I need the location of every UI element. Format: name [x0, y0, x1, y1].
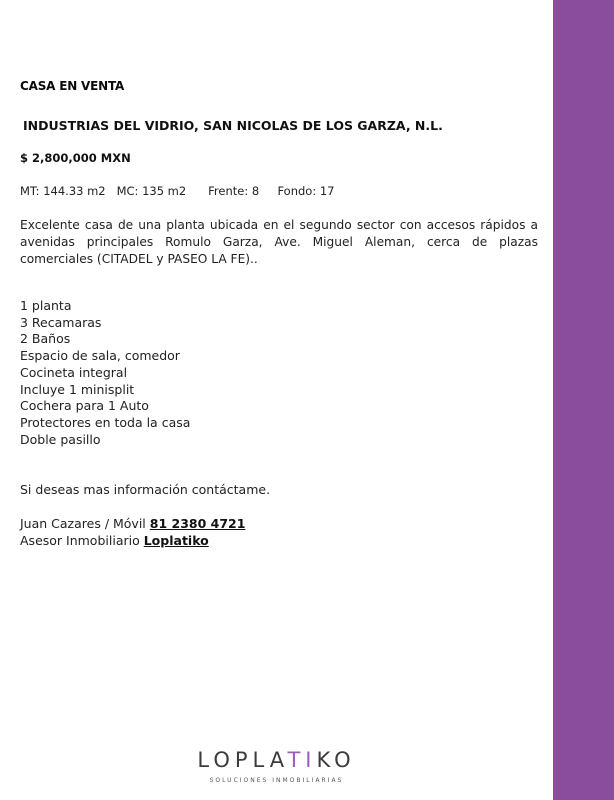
listing-address: INDUSTRIAS DEL VIDRIO, SAN NICOLAS DE LOS GARZA, N.L.: [23, 118, 443, 133]
feature-item: 2 Baños: [20, 331, 71, 347]
listing-measures: MT: 144.33 m2 MC: 135 m2 Frente: 8 Fondo: 17: [20, 184, 335, 198]
agent-role-label: Asesor Inmobiliario: [20, 533, 144, 548]
listing-price: $ 2,800,000 MXN: [20, 151, 131, 165]
phone-link[interactable]: 81 2380 4721: [149, 516, 246, 531]
feature-item: Cocineta integral: [20, 364, 128, 380]
company-logo: [0, 748, 553, 784]
logo-wordmark: [197, 748, 355, 772]
feature-item: Cochera para 1 Auto: [20, 398, 149, 414]
feature-item: 1 planta: [20, 298, 72, 313]
logo-tagline: SOLUCIONES INMOBILIARIAS: [209, 777, 344, 784]
contact-prompt: Si deseas mas información contáctame.: [20, 482, 271, 497]
agent-contact-line: [20, 516, 245, 531]
feature-item: 3 Recamaras: [20, 314, 102, 330]
company-link[interactable]: Loplatiko: [143, 533, 209, 548]
feature-item: Espacio de sala, comedor: [20, 348, 180, 364]
agent-name-label: Juan Cazares / Móvil: [20, 516, 150, 531]
feature-item: Incluye 1 minisplit: [20, 381, 135, 397]
logo-text-part2: KO: [316, 748, 356, 772]
features-list: [20, 298, 190, 448]
logo-text-part1: LOPLA: [197, 748, 288, 772]
logo-door-accent: TI: [287, 748, 317, 772]
feature-item: Protectores en toda la casa: [20, 414, 191, 430]
purple-side-bar: [553, 0, 614, 800]
feature-item: Doble pasillo: [20, 431, 101, 447]
listing-title: CASA EN VENTA: [20, 79, 125, 93]
listing-description: Excelente casa de una planta ubicada en el segundo sector con accesos rápidos a avenidas principales Romulo Garza, Ave. Miguel Aleman, cerca de plazas comerciales (CITADEL y PASEO LA FE)..: [20, 218, 538, 266]
agent-title-line: [20, 533, 209, 548]
